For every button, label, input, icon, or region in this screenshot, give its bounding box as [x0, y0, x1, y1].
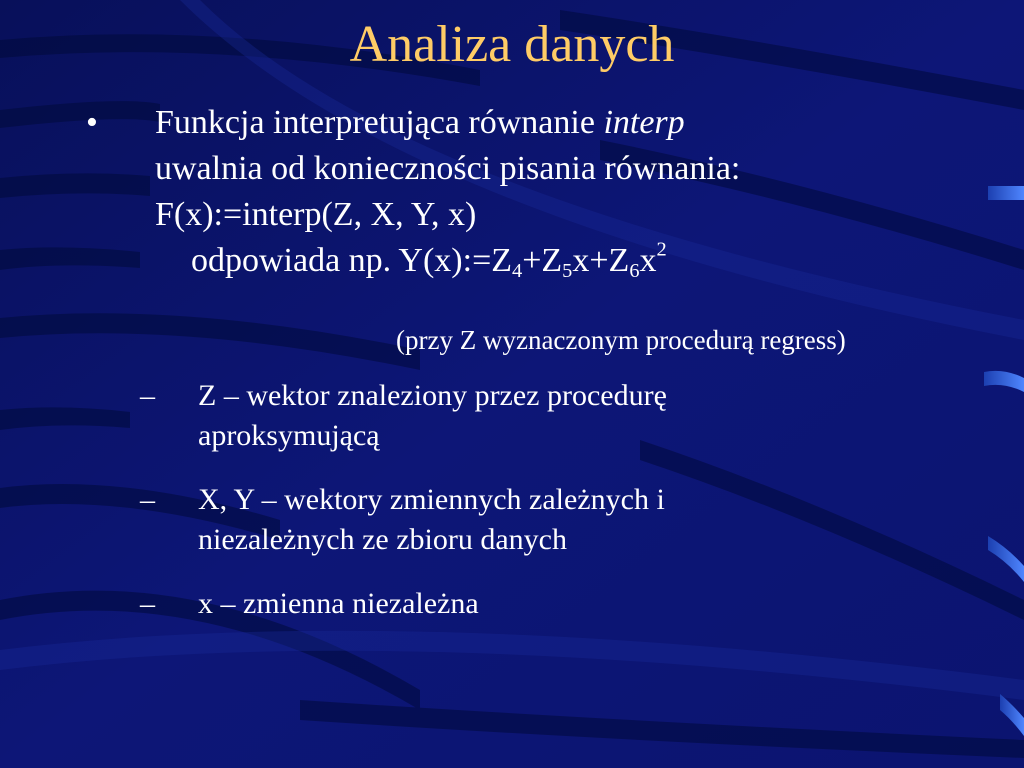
main-bullet-line-1 — [155, 100, 975, 146]
bullet-icon: • — [86, 104, 98, 141]
formula-definition: F(x):=interp(Z, X, Y, x) — [155, 196, 477, 233]
decorative-tab — [988, 186, 1024, 200]
dash-icon: – — [140, 587, 155, 620]
slide-title: Analiza danych — [349, 16, 675, 73]
sub-bullet-line: aproksymującą — [198, 419, 380, 452]
dash-icon: – — [140, 483, 155, 516]
sub-bullet-line: Z – wektor znaleziony przez procedurę — [198, 379, 667, 412]
main-bullet — [155, 100, 975, 284]
sub-bullet-line: x – zmienna niezależna — [198, 587, 479, 620]
sub-bullet-line: X, Y – wektory zmiennych zależnych i — [198, 483, 665, 516]
main-bullet-text: Funkcja interpretująca równanie — [155, 104, 604, 141]
note-text: (przy Z wyznaczonym procedurą regress) — [396, 325, 846, 355]
main-bullet-line-2: uwalnia od konieczności pisania równania: — [155, 150, 741, 187]
dash-icon: – — [140, 379, 155, 412]
function-name: interp — [603, 104, 685, 141]
sub-bullet-line: niezależnych ze zbioru danych — [198, 523, 567, 556]
formula-equivalent: odpowiada np. $Y(x):=Z_4+Z_5x+Z_6x^2$ — [191, 238, 667, 283]
